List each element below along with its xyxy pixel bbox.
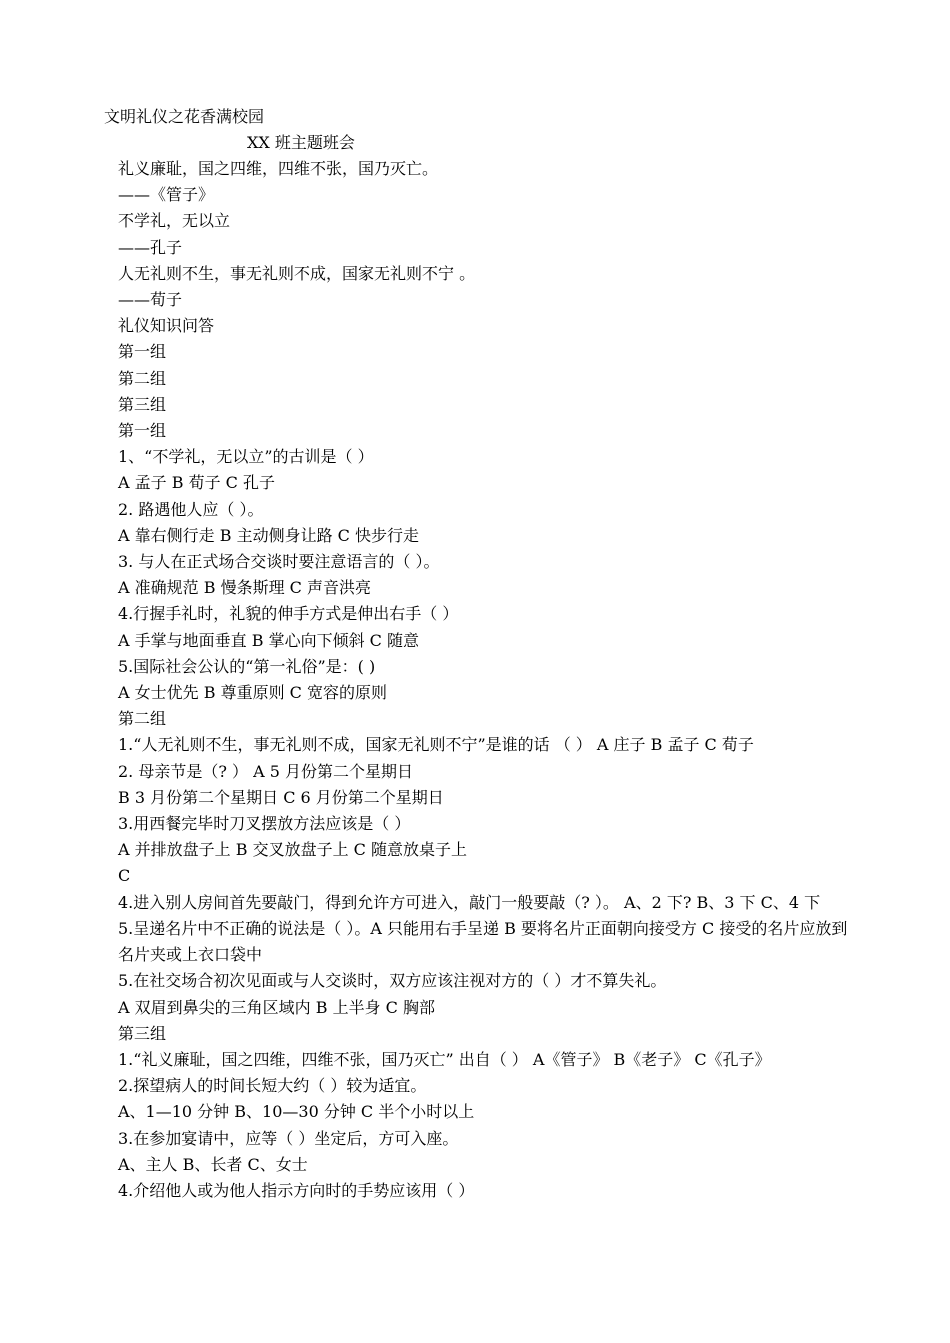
text-line: 人无礼则不生，事无礼则不成，国家无礼则不宁 。 <box>118 263 476 283</box>
text-line: 礼仪知识问答 <box>118 316 215 336</box>
text-line: 1、“不学礼，无以立”的古训是（ ） <box>118 447 374 467</box>
text-line: A 双眉到鼻尖的三角区域内 B 上半身 C 胸部 <box>118 997 435 1017</box>
text-line: 3.在参加宴请中，应等（ ）坐定后，方可入座。 <box>118 1128 459 1148</box>
text-line: 2.探望病人的时间长短大约（ ）较为适宜。 <box>118 1076 427 1096</box>
text-line: 第一组 <box>118 342 167 362</box>
document-body <box>118 156 853 1204</box>
text-line: 3.用西餐完毕时刀叉摆放方法应该是（ ） <box>118 814 411 834</box>
text-line: 第三组 <box>118 394 167 414</box>
text-line: 1.“人无礼则不生，事无礼则不成，国家无礼则不宁”是谁的话 （ ） A 庄子 B 孟子 C 荀子 <box>118 735 754 755</box>
text-line: ——《管子》 <box>118 185 215 205</box>
text-line: 4.进入别人房间首先要敲门，得到允许方可进入，敲门一般要敲（? ）。 A、2 下? B、3 下 C、4 下 <box>118 892 821 912</box>
text-line: 2. 母亲节是（? ） A 5 月份第二个星期日 <box>118 761 414 781</box>
text-line: 3. 与人在正式场合交谈时要注意语言的（ ）。 <box>118 552 440 572</box>
text-line: A 女士优先 B 尊重原则 C 宽容的原则 <box>118 683 387 703</box>
text-line: 4.行握手礼时，礼貌的伸手方式是伸出右手（ ） <box>118 604 459 624</box>
text-line: A 准确规范 B 慢条斯理 C 声音洪亮 <box>118 578 371 598</box>
text-line: ——荀子 <box>118 290 183 310</box>
text-line: ——孔子 <box>118 237 183 257</box>
text-line: 2. 路遇他人应（ ）。 <box>118 499 264 519</box>
text-line: 第一组 <box>118 421 167 441</box>
text-line: A 靠右侧行走 B 主动侧身让路 C 快步行走 <box>118 525 419 545</box>
text-line: 5.呈递名片中不正确的说法是（ ）。A 只能用右手呈递 B 要将名片正面朝向接受方 C 接受的名片应放到名片夹或上衣口袋中 <box>118 918 848 965</box>
text-line: 第二组 <box>118 709 167 729</box>
text-line: A 孟子 B 荀子 C 孔子 <box>118 473 275 493</box>
text-line: C <box>118 866 131 886</box>
document-subtitle: XX 班主题班会 <box>247 133 355 152</box>
text-line: A、1—10 分钟 B、10—30 分钟 C 半个小时以上 <box>118 1102 475 1122</box>
text-line: 第三组 <box>118 1023 167 1043</box>
text-line: 不学礼，无以立 <box>118 211 231 231</box>
text-line: B 3 月份第二个星期日 C 6 月份第二个星期日 <box>118 787 444 807</box>
document-title: 文明礼仪之花香满校园 <box>104 107 265 126</box>
text-line: 1.“礼义廉耻，国之四维，四维不张，国乃灭亡” 出自（ ） A《管子》 B《老子》 C《孔子》 <box>118 1049 771 1069</box>
text-line: 5.国际社会公认的“第一礼俗”是：( ) <box>118 656 376 676</box>
text-line: 第二组 <box>118 368 167 388</box>
text-line: 5.在社交场合初次见面或与人交谈时，双方应该注视对方的（ ）才不算失礼。 <box>118 971 667 991</box>
text-line: 礼义廉耻，国之四维，四维不张，国乃灭亡。 <box>118 159 439 178</box>
text-line: A、主人 B、长者 C、女士 <box>118 1154 308 1174</box>
text-line: A 并排放盘子上 B 交叉放盘子上 C 随意放桌子上 <box>118 840 467 860</box>
text-line: 4.介绍他人或为他人指示方向时的手势应该用（ ） <box>118 1180 475 1200</box>
text-line: A 手掌与地面垂直 B 掌心向下倾斜 C 随意 <box>118 630 419 650</box>
